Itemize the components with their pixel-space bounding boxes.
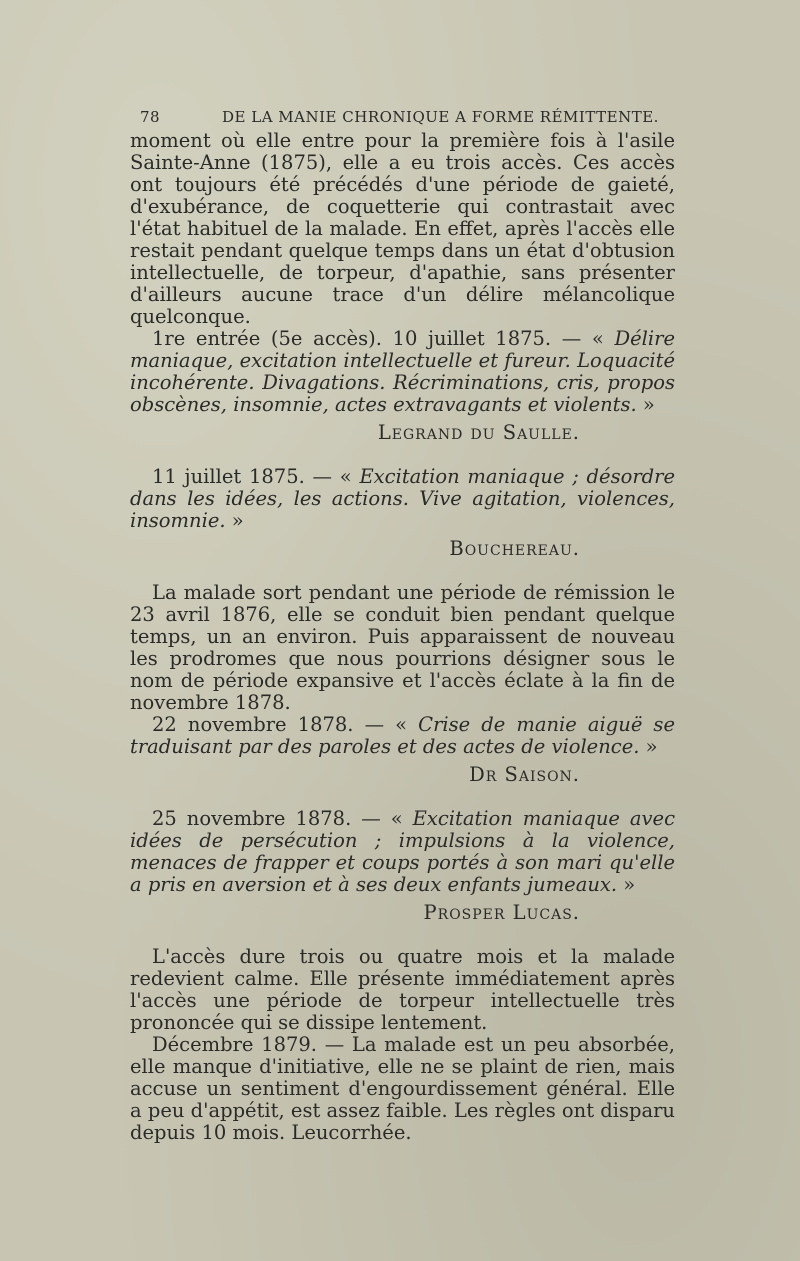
quote-lead: 22 novembre 1878. — « [152, 713, 419, 736]
running-title: DE LA MANIE CHRONIQUE A FORME RÉMITTENTE. [222, 108, 659, 126]
quote-text: Excitation maniaque avec idées de persécution ; impulsions à la violence, menaces de frapper et coups portés à son mari qu'elle a pris en aversion et à ses deux enfants jumeaux. [130, 807, 675, 896]
signature: Legrand du Saulle. [377, 421, 580, 444]
paragraph [130, 466, 675, 532]
page-number: 78 [140, 108, 161, 126]
body-text [130, 130, 675, 1144]
quote-lead: 1re entrée (5e accès). 10 juillet 1875. — « [152, 327, 615, 350]
signature: Prosper Lucas. [423, 901, 580, 924]
page-header [140, 108, 670, 126]
quote-close: » [617, 873, 636, 896]
paragraph: Décembre 1879. — La malade est un peu absorbée, elle manque d'initiative, elle ne se plaint de rien, mais accuse un sentiment d'engourdissement général. Elle a peu d'appétit, est assez faible. Les règles ont disparu depuis 10 mois. Leucorrhée. [130, 1033, 675, 1144]
paragraph [130, 328, 675, 416]
paragraph: L'accès dure trois ou quatre mois et la malade redevient calme. Elle présente immédiatement après l'accès une période de torpeur intellectuelle très prononcée qui se dissipe lentement. [130, 945, 675, 1034]
quote-text: Crise de manie aiguë se traduisant par des paroles et des actes de violence. [130, 713, 675, 758]
paragraph [130, 808, 675, 896]
paragraph [130, 714, 675, 758]
paragraph: La malade sort pendant une période de rémission le 23 avril 1876, elle se conduit bien pendant quelque temps, un an environ. Puis apparaissent de nouveau les prodromes que nous pourrions désigner sous le nom de période expansive et l'accès éclate à la fin de novembre 1878. [130, 581, 675, 714]
quote-close: » [225, 509, 244, 532]
quote-text: Excitation maniaque ; désordre dans les idées, les actions. Vive agitation, violences, insomnie. [130, 465, 675, 532]
quote-text: Délire maniaque, excitation intellectuelle et fureur. Loquacité incohérente. Divagations. Récriminations, cris, propos obscènes, insomnie, actes extravagants et violents. [130, 327, 675, 416]
quote-lead: 11 juillet 1875. — « [152, 465, 360, 488]
quote-close: » [639, 735, 658, 758]
quote-lead: 25 novembre 1878. — « [152, 807, 413, 830]
paragraph: moment où elle entre pour la première fois à l'asile Sainte-Anne (1875), elle a eu trois accès. Ces accès ont toujours été précédés d'une période de gaieté, d'exubérance, de coquetterie qui contrastait avec l'état habituel de la malade. En effet, après l'accès elle restait pendant quelque temps dans un état d'obtusion intellectuelle, de torpeur, d'apathie, sans présenter d'ailleurs aucune trace d'un délire mélancolique quelconque. [130, 129, 675, 328]
signature: Dr Saison. [469, 763, 580, 786]
signature: Bouchereau. [449, 537, 580, 560]
quote-close: » [636, 393, 655, 416]
